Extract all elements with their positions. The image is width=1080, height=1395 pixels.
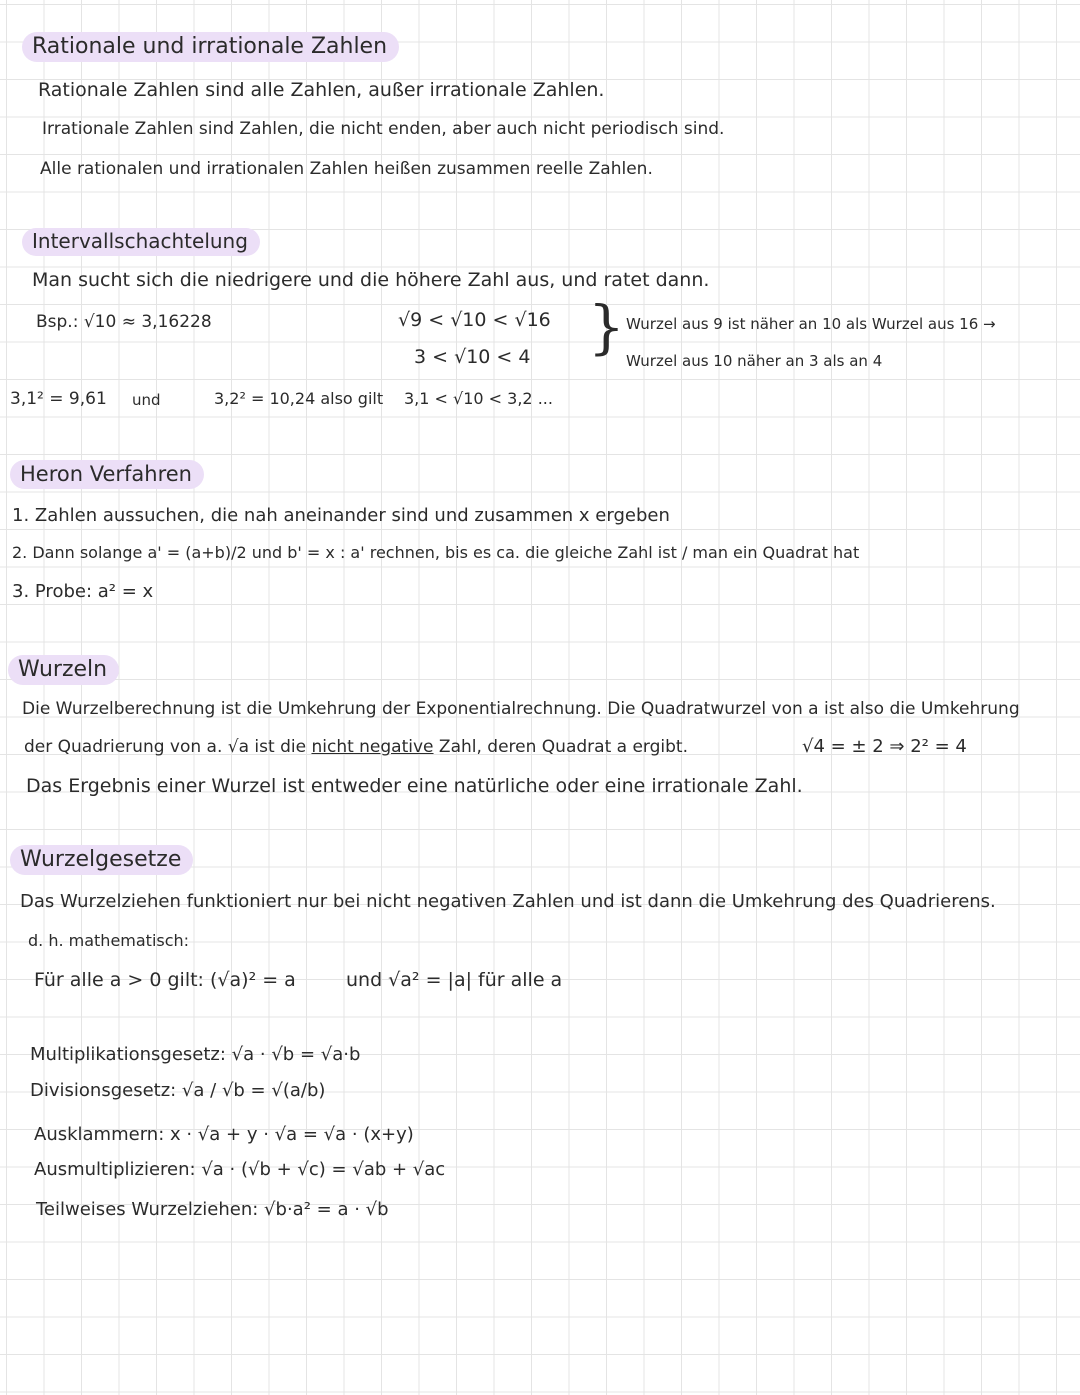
gesetze-line-3b: und √a² = |a| für alle a	[346, 969, 563, 991]
wurzeln-line-1: Die Wurzelberechnung ist die Umkehrung der Exponentialrechnung. Die Quadratwurzel von a ist also die Umkehrung	[22, 699, 1020, 719]
intervall-calc-3: 3,1 < √10 < 3,2 ...	[404, 389, 553, 408]
wurzeln-line-2-example: √4 = ± 2 ⇒ 2² = 4	[802, 736, 967, 757]
rational-line-3: Alle rationalen und irrationalen Zahlen heißen zusammen reelle Zahlen.	[40, 159, 653, 179]
rational-line-2: Irrationale Zahlen sind Zahlen, die nicht enden, aber auch nicht periodisch sind.	[42, 119, 725, 139]
intervall-calc-1: 3,1² = 9,61	[10, 389, 107, 409]
intervall-inequality-2: 3 < √10 < 4	[414, 346, 531, 368]
rational-line-1: Rationale Zahlen sind alle Zahlen, außer irrationale Zahlen.	[38, 79, 605, 101]
gesetze-line-3a: Für alle a > 0 gilt: (√a)² = a	[34, 969, 296, 991]
curly-brace-icon: }	[588, 293, 625, 361]
intervall-note-2: Wurzel aus 10 näher an 3 als an 4	[626, 352, 883, 370]
heading-wurzelgesetze: Wurzelgesetze	[10, 845, 193, 875]
gesetze-line-2: d. h. mathematisch:	[28, 931, 190, 950]
intervall-calc-und: und	[132, 391, 161, 409]
wurzeln-line-2-part-b: Zahl, deren Quadrat a ergibt.	[438, 737, 688, 757]
wurzeln-line-3: Das Ergebnis einer Wurzel ist entweder eine natürliche oder eine irrationale Zahl.	[26, 775, 803, 797]
law-ausmultiplizieren: Ausmultiplizieren: √a · (√b + √c) = √ab + √ac	[34, 1159, 446, 1180]
wurzeln-line-2-underlined: nicht negative	[311, 737, 434, 757]
intervall-line-1: Man sucht sich die niedrigere und die höhere Zahl aus, und ratet dann.	[32, 269, 710, 291]
intervall-example: Bsp.: √10 ≈ 3,16228	[36, 312, 212, 332]
heading-intervallschachtelung: Intervallschachtelung	[22, 228, 260, 256]
heron-step-2: 2. Dann solange a' = (a+b)/2 und b' = x : a' rechnen, bis es ca. die gleiche Zahl ist / man ein Quadrat hat	[12, 543, 860, 562]
wurzeln-line-2	[24, 738, 688, 757]
gesetze-line-1: Das Wurzelziehen funktioniert nur bei nicht negativen Zahlen und ist dann die Umkehrung des Quadrierens.	[20, 891, 996, 912]
wurzeln-line-2-part-a: der Quadrierung von a. √a ist die	[24, 737, 307, 757]
heading-heron-verfahren: Heron Verfahren	[10, 460, 204, 489]
intervall-calc-2: 3,2² = 10,24 also gilt	[214, 389, 384, 408]
law-ausklammern: Ausklammern: x · √a + y · √a = √a · (x+y)	[34, 1124, 414, 1145]
heron-step-1: 1. Zahlen aussuchen, die nah aneinander sind und zusammen x ergeben	[12, 505, 670, 526]
heading-rationale-zahlen: Rationale und irrationale Zahlen	[22, 32, 399, 62]
law-division: Divisionsgesetz: √a / √b = √(a/b)	[30, 1080, 326, 1101]
law-multiplikation: Multiplikationsgesetz: √a · √b = √a·b	[30, 1044, 361, 1065]
intervall-inequality-1: √9 < √10 < √16	[398, 309, 551, 331]
heading-wurzeln: Wurzeln	[8, 655, 119, 685]
intervall-note-1: Wurzel aus 9 ist näher an 10 als Wurzel aus 16 →	[626, 315, 996, 333]
heron-step-3: 3. Probe: a² = x	[12, 581, 154, 602]
law-teilweises-wurzelziehen: Teilweises Wurzelziehen: √b·a² = a · √b	[36, 1199, 389, 1220]
